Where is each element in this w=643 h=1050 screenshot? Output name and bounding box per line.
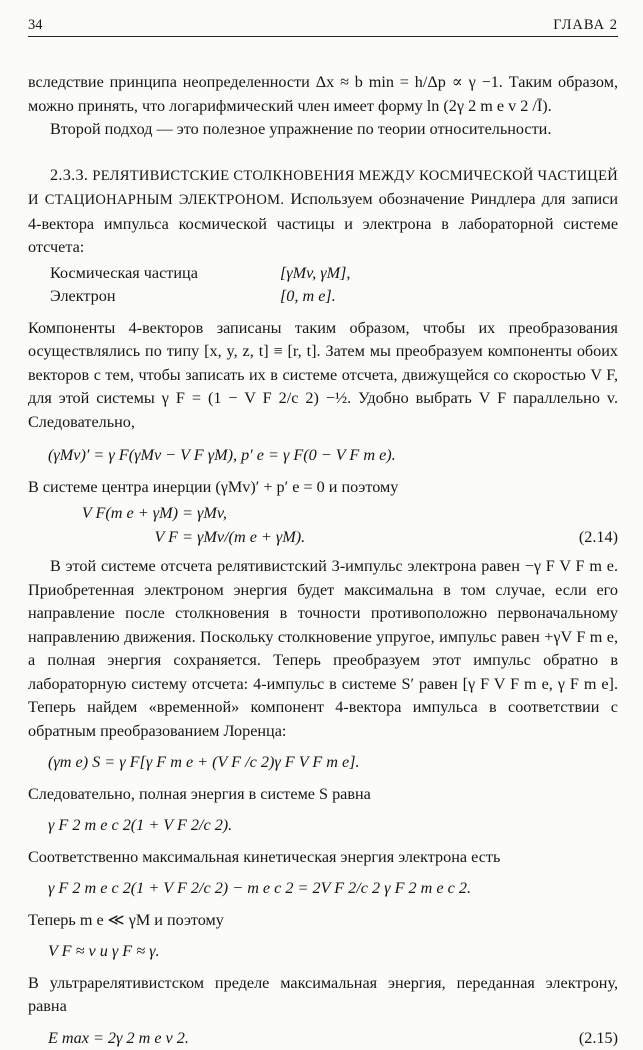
eq-lhs: V F: [48, 526, 178, 550]
page: [28, 14, 618, 1050]
paragraph-6: Следовательно, полная энергия в системе S равна: [28, 783, 618, 807]
vector-definitions: [28, 262, 618, 309]
equation-row: [28, 502, 618, 526]
equation-kinetic-energy: γ F 2 m e c 2(1 + V F 2/c 2) − m e c 2 = 2V F 2/c 2 γ F 2 m e c 2.: [28, 877, 618, 901]
paragraph-3: Компоненты 4-векторов записаны таким образом, чтобы их преобразования осуществлялись по типу [x, y, z, t] ≡ [r, t]. Затем мы преобразуем компоненты обоих векторов с тем, чтобы записать их в системе отсчета, движущейся со скоростью V F, для этой системы γ F = (1 − V F 2/c 2) −½. Удобно выбрать V F параллельно v. Следовательно,: [28, 317, 618, 435]
equation-number: (2.15): [579, 1027, 618, 1050]
def-label-electron: Электрон: [50, 285, 280, 309]
eq-rhs: = γMv/(m e + γM).: [182, 528, 305, 546]
equation-lorentz-inverse: (γm e) S = γ F[γ F m e + (V F /c 2)γ F V F m e].: [28, 751, 618, 775]
equation-row: [28, 526, 618, 550]
equation-number: (2.14): [579, 526, 618, 550]
paragraph-4: В системе центра инерции (γMv)′ + p′ e = 0 и поэтому: [28, 476, 618, 500]
paragraph-5: В этой системе отсчета релятивистский 3-импульс электрона равен −γ F V F m e. Приобретенная электроном энергия будет максимальна в том случае, если его направление после столкновения в точности противоположно первоначальному направлению движения. Поскольку столкновение упругое, импульс равен +γV F m e, а полная энергия сохраняется. Теперь преобразуем этот импульс обратно в лабораторную систему отсчета: 4-импульс в системе S′ равен [γ F V F m e, γ F m e]. Теперь найдем «временной» компонент 4-вектора импульса в соответствии с обратным преобразованием Лоренца:: [28, 555, 618, 743]
chapter-title: ГЛАВА 2: [553, 14, 618, 36]
equation-2-14: [28, 502, 618, 549]
page-number: 34: [28, 14, 43, 36]
equation-total-energy: γ F 2 m e c 2(1 + V F 2/c 2).: [28, 814, 618, 838]
paragraph-2: Второй подход — это полезное упражнение по теории относительности.: [28, 118, 618, 142]
equation-2-15: [28, 1027, 618, 1050]
section-paragraph: [28, 164, 618, 260]
def-value-electron: [0, m e].: [280, 285, 618, 309]
eq-rhs: = γMv,: [182, 504, 227, 522]
section-title: РЕЛЯТИВИСТСКИЕ СТОЛКНОВЕНИЯ МЕЖДУ КОСМИЧЕСКОЙ ЧАСТИЦЕЙ И СТАЦИОНАРНЫМ ЭЛЕКТРОНОМ.: [28, 168, 618, 209]
section-text: Используем обозначение Риндлера для записи 4-вектора импульса космической частицы и электрона в лабораторной системе отсчета:: [28, 190, 618, 256]
eq-lhs: V F(m e + γM): [48, 502, 178, 526]
paragraph-1: вследствие принципа неопределенности Δx ≈ b min = h/Δp ∝ γ −1. Таким образом, можно принять, что логарифмический член имеет форму ln (2γ 2 m e v 2 /Ī).: [28, 71, 618, 118]
paragraph-9: В ультрарелятивистском пределе максимальная энергия, переданная электрону, равна: [28, 972, 618, 1019]
equation-momentum-transform: (γMv)′ = γ F(γMv − V F γM), p′ e = γ F(0 − V F m e).: [28, 444, 618, 468]
spacer: [28, 142, 618, 164]
equation-emax: E max = 2γ 2 m e v 2.: [48, 1027, 189, 1050]
def-value-particle: [γMv, γM],: [280, 262, 618, 286]
page-header: [28, 14, 618, 37]
paragraph-8: Теперь m e ≪ γM и поэтому: [28, 909, 618, 933]
equation-approx: V F ≈ v и γ F ≈ γ.: [28, 940, 618, 964]
def-label-particle: Космическая частица: [50, 262, 280, 286]
paragraph-7: Соответственно максимальная кинетическая энергия электрона есть: [28, 846, 618, 870]
section-number: 2.3.3.: [50, 166, 88, 184]
